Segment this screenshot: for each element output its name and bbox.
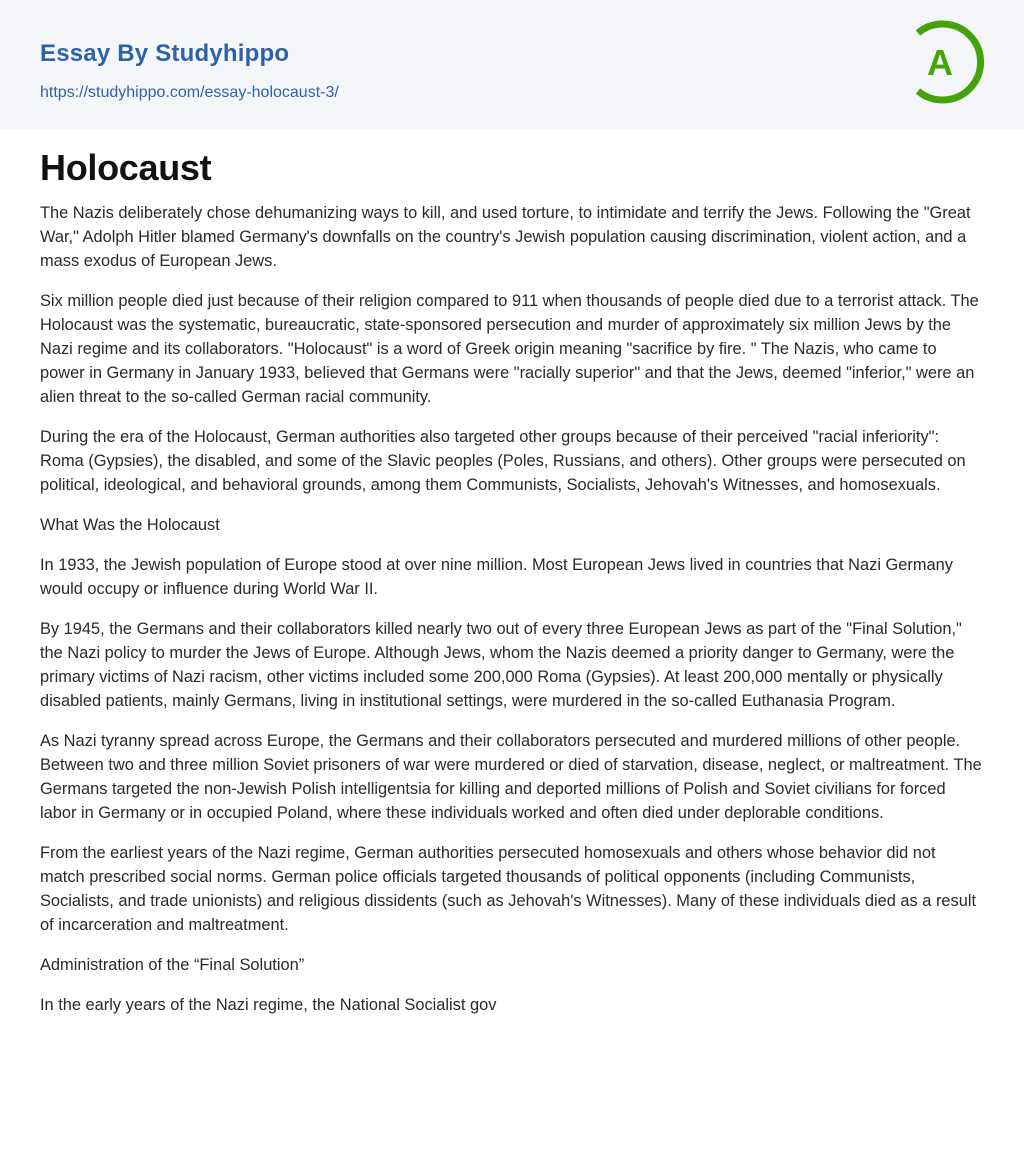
paragraph: The Nazis deliberately chose dehumanizing ways to kill, and used torture, to intimidate and terrify the Jews. Following the "Great War," Adolph Hitler blamed Germany's downfalls on the country's Jewish population causing discrimination, violent action, and a mass exodus of European Jews. (40, 204, 971, 270)
paragraph: By 1945, the Germans and their collaborators killed nearly two out of every three European Jews as part of the "Final Solution," the Nazi policy to murder the Jews of Europe. Although Jews, whom the Nazis deemed a priority danger to Germany, were the primary victims of Nazi racism, other victims included some 200,000 Roma (Gypsies). At least 200,000 mentally or physically disabled patients, mainly Germans, living in institutional settings, were murdered in the so-called Euthanasia Program. (40, 620, 962, 710)
brand-title[interactable]: Essay By Studyhippo (40, 40, 290, 67)
paragraph: From the earliest years of the Nazi regime, German authorities persecuted homosexuals and others whose behavior did not match prescribed social norms. German police officials targeted thousands of political opponents (including Communists, Socialists, and trade unionists) and religious dissidents (such as Jehovah's Witnesses). Many of these individuals died as a result of incarceration and maltreatment. (40, 844, 977, 934)
paragraph-truncated: In the early years of the Nazi regime, the National Socialist gov (40, 996, 497, 1014)
section-heading: Administration of the “Final Solution” (40, 956, 305, 974)
paragraph: Six million people died just because of their religion compared to 911 when thousands of people died due to a terrorist attack. The Holocaust was the systematic, bureaucratic, state-sponsored persecution and murder of approximately six million Jews by the Nazi regime and its collaborators. "Holocaust" is a word of Greek origin meaning "sacrifice by fire. " The Nazis, who came to power in Germany in January 1933, believed that Germans were "racially superior" and that the Jews, deemed "inferior," were an alien threat to the so-called German racial community. (40, 292, 979, 406)
paragraph: During the era of the Holocaust, German authorities also targeted other groups because of their perceived "racial inferiority": Roma (Gypsies), the disabled, and some of the Slavic peoples (Poles, Russians, and others). Other groups were persecuted on political, ideological, and behavioral grounds, among them Communists, Socialists, Jehovah's Witnesses, and homosexuals. (40, 428, 966, 494)
paragraph: As Nazi tyranny spread across Europe, the Germans and their collaborators persecuted and murdered millions of other people. Between two and three million Soviet prisoners of war were murdered or died of starvation, disease, neglect, or maltreatment. The Germans targeted the non-Jewish Polish intelligentsia for killing and deported millions of Polish and Soviet civilians for forced labor in Germany or in occupied Poland, where these individuals worked and often died under deplorable conditions. (40, 732, 982, 822)
essay-body (40, 201, 984, 1017)
studyhippo-logo-icon[interactable] (912, 19, 988, 105)
essay-content (0, 129, 1024, 1017)
paragraph: In 1933, the Jewish population of Europe stood at over nine million. Most European Jews lived in countries that Nazi Germany would occupy or influence during World War II. (40, 556, 953, 598)
logo-letter: A (927, 42, 953, 83)
site-header (0, 0, 1024, 129)
page-title: Holocaust (40, 147, 212, 188)
section-heading: What Was the Holocaust (40, 516, 220, 534)
source-url-link[interactable]: https://studyhippo.com/essay-holocaust-3/ (40, 84, 339, 101)
